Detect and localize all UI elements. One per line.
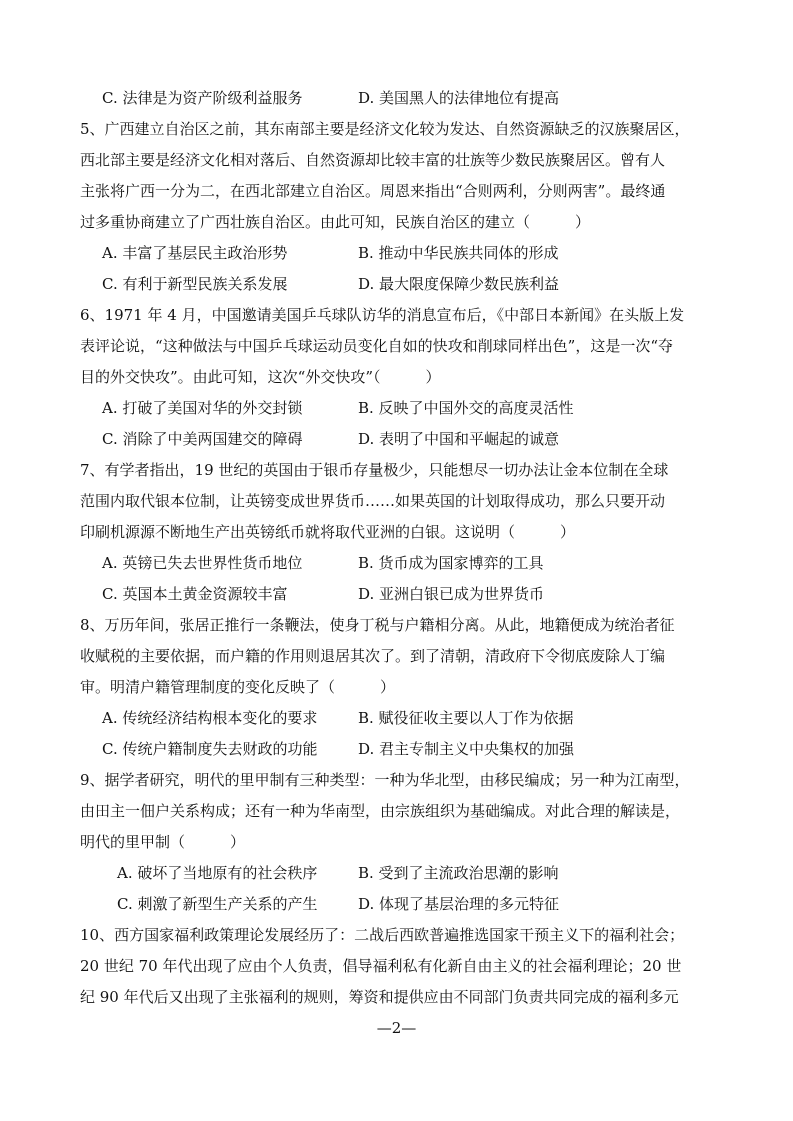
q5-stem-line: 西北部主要是经济文化相对落后、自然资源却比较丰富的壮族等少数民族聚居区。曾有人 bbox=[80, 151, 666, 169]
page-number: —2— bbox=[376, 1019, 417, 1037]
q9-stem-line: 由田主一佃户关系构成；还有一种为华南型，由宗族组织为基础编成。对此合理的解读是， bbox=[80, 802, 681, 820]
option-b: B. 货币成为国家博弈的工具 bbox=[358, 554, 544, 572]
option-b: B. 推动中华民族共同体的形成 bbox=[358, 244, 559, 262]
option-a: A. 英镑已失去世界性货币地位 bbox=[102, 554, 303, 572]
q6-stem-line: 6、1971 年 4 月，中国邀请美国乒乓球队访华的消息宣布后，《中部日本新闻》在头版上发 bbox=[80, 306, 685, 324]
q5-stem-line: 5、广西建立自治区之前，其东南部主要是经济文化较为发达、自然资源缺乏的汉族聚居区， bbox=[80, 120, 690, 138]
option-c: C. 刺激了新型生产关系的产生 bbox=[117, 895, 318, 913]
q5-stem-line: 主张将广西一分为二，在西北部建立自治区。周恩来指出“合则两利，分则两害”。最终通 bbox=[80, 182, 666, 200]
q8-stem-line: 审。明清户籍管理制度的变化反映了（ ） bbox=[80, 678, 396, 696]
q7-stem-line: 7、有学者指出，19 世纪的英国由于银币存量极少，只能想尽一切办法让金本位制在全球 bbox=[80, 461, 669, 479]
option-d: D. 表明了中国和平崛起的诚意 bbox=[358, 430, 560, 448]
option-c: C. 法律是为资产阶级利益服务 bbox=[102, 89, 303, 107]
q9-options-cd bbox=[117, 894, 559, 914]
option-d: D. 君主专制主义中央集权的加强 bbox=[358, 740, 575, 758]
q6-stem-line: 目的外交快攻”。由此可知，这次“外交快攻”（ ） bbox=[80, 368, 441, 386]
option-b: B. 反映了中国外交的高度灵活性 bbox=[358, 399, 574, 417]
q6-options-ab bbox=[102, 398, 574, 418]
q5-options-cd bbox=[102, 274, 559, 294]
option-b: B. 受到了主流政治思潮的影响 bbox=[358, 864, 559, 882]
option-d: D. 最大限度保障少数民族利益 bbox=[358, 275, 560, 293]
option-a: A. 打破了美国对华的外交封锁 bbox=[102, 399, 303, 417]
q4-options-cd bbox=[102, 88, 559, 108]
option-b: B. 赋役征收主要以人丁作为依据 bbox=[358, 709, 574, 727]
q10-stem-line: 10、西方国家福利政策理论发展经历了：二战后西欧普遍推选国家干预主义下的福利社会； bbox=[80, 926, 685, 944]
q8-options-ab bbox=[102, 708, 574, 728]
q9-stem-line: 明代的里甲制（ ） bbox=[80, 833, 246, 851]
option-c: C. 消除了中美两国建交的障碍 bbox=[102, 430, 303, 448]
option-c: C. 有利于新型民族关系发展 bbox=[102, 275, 288, 293]
option-d: D. 亚洲白银已成为世界货币 bbox=[358, 585, 545, 603]
option-a: A. 破坏了当地原有的社会秩序 bbox=[117, 864, 318, 882]
q8-stem-line: 8、万历年间，张居正推行一条鞭法，使身丁税与户籍相分离。从此，地籍便成为统治者征 bbox=[80, 616, 675, 634]
q6-stem-line: 表评论说，“这种做法与中国乒乓球运动员变化自如的快攻和削球同样出色”，这是一次“夺 bbox=[80, 337, 674, 355]
q9-stem-line: 9、据学者研究，明代的里甲制有三种类型：一种为华北型，由移民编成；另一种为江南型， bbox=[80, 771, 690, 789]
q5-stem-line: 过多重协商建立了广西壮族自治区。由此可知，民族自治区的建立（ ） bbox=[80, 213, 591, 231]
q8-options-cd bbox=[102, 739, 574, 759]
q7-options-cd bbox=[102, 584, 544, 604]
q7-stem-line: 范围内取代银本位制，让英镑变成世界货币……如果英国的计划取得成功，那么只要开动 bbox=[80, 492, 666, 510]
option-a: A. 丰富了基层民主政治形势 bbox=[102, 244, 288, 262]
option-c: C. 传统户籍制度失去财政的功能 bbox=[102, 740, 318, 758]
option-a: A. 传统经济结构根本变化的要求 bbox=[102, 709, 318, 727]
q9-options-ab bbox=[117, 863, 559, 883]
option-d: D. 美国黑人的法律地位有提高 bbox=[358, 89, 560, 107]
q5-options-ab bbox=[102, 243, 559, 263]
q10-stem-line: 纪 90 年代后又出现了主张福利的规则，筹资和提供应由不同部门负责共同完成的福利多元 bbox=[80, 988, 679, 1006]
q7-stem-line: 印刷机源源不断地生产出英镑纸币就将取代亚洲的白银。这说明（ ） bbox=[80, 523, 576, 541]
q6-options-cd bbox=[102, 429, 559, 449]
option-c: C. 英国本土黄金资源较丰富 bbox=[102, 585, 288, 603]
q10-stem-line: 20 世纪 70 年代出现了应由个人负责，倡导福利私有化新自由主义的社会福利理论；20 世 bbox=[80, 957, 682, 975]
q8-stem-line: 收赋税的主要依据，而户籍的作用则退居其次了。到了清朝，清政府下令彻底废除人丁编 bbox=[80, 647, 666, 665]
option-d: D. 体现了基层治理的多元特征 bbox=[358, 895, 560, 913]
q7-options-ab bbox=[102, 553, 544, 573]
